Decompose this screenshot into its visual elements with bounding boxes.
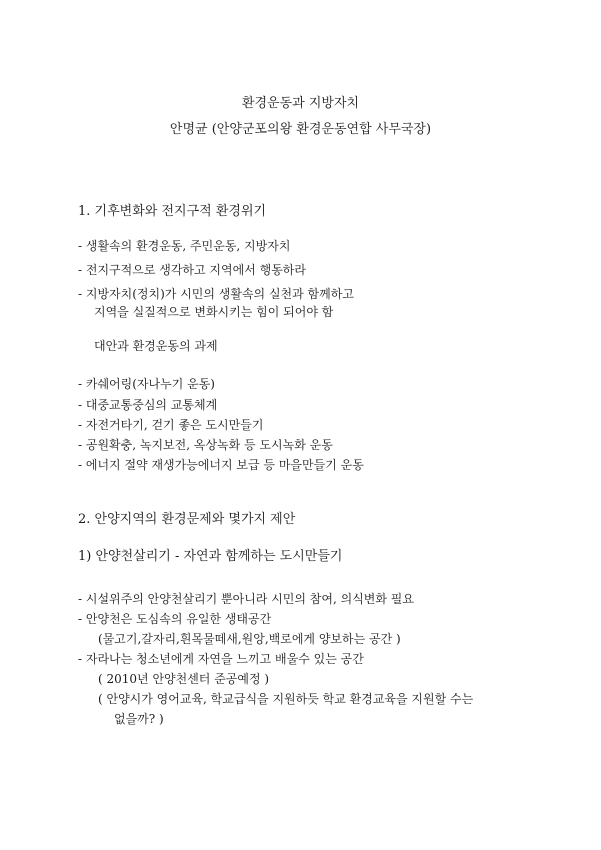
- section-1-bullet: - 전지구적으로 생각하고 지역에서 행동하라: [78, 263, 306, 277]
- section-2-item: - 시설위주의 안양천살리기 뿐아니라 시민의 참여, 의식변화 필요: [78, 592, 414, 606]
- section-2-item: - 자라나는 청소년에게 자연을 느끼고 배울수 있는 공간: [78, 652, 364, 666]
- task-item: - 공원확충, 녹지보전, 옥상녹화 등 도시녹화 운동: [78, 438, 333, 452]
- section-1-subheading: 대안과 환경운동의 과제: [94, 339, 218, 353]
- section-2-item: - 안양천은 도심속의 유일한 생태공간: [78, 612, 272, 626]
- section-2-heading: 2. 안양지역의 환경문제와 몇가지 제안: [78, 512, 296, 527]
- section-1-bullet-continued: 지역을 실질적으로 변화시키는 힘이 되어야 함: [94, 305, 334, 319]
- section-2-item-detail: 없을까? ): [114, 712, 164, 726]
- task-item: - 카쉐어링(자나누기 운동): [78, 377, 215, 391]
- section-1-bullet: - 지방자치(정치)가 시민의 생활속의 실천과 함께하고: [78, 287, 354, 301]
- section-2-subheading: 1) 안양천살리기 - 자연과 함께하는 도시만들기: [78, 549, 343, 564]
- task-item: - 자전거타기, 걷기 좋은 도시만들기: [78, 418, 264, 432]
- task-item: - 에너지 절약 재생가능에너지 보급 등 마을만들기 운동: [78, 458, 364, 472]
- document-author: 안명균 (안양군포의왕 환경운동연합 사무국장): [169, 122, 432, 137]
- task-item: - 대중교통중심의 교통체계: [78, 398, 218, 412]
- section-2-item-detail: ( 안양시가 영어교육, 학교급식을 지원하듯 학교 환경교육을 지원할 수는: [98, 692, 474, 706]
- section-1-bullet: - 생활속의 환경운동, 주민운동, 지방자치: [78, 239, 291, 253]
- section-2-item-detail: ( 2010년 안양천센터 준공예정 ): [98, 672, 270, 686]
- section-2-item-detail: (물고기,갈자리,흰목물떼새,원앙,백로에게 양보하는 공간 ): [98, 632, 401, 646]
- document-title: 환경운동과 지방자치: [241, 96, 360, 111]
- section-1-heading: 1. 기후변화와 전지구적 환경위기: [78, 204, 267, 219]
